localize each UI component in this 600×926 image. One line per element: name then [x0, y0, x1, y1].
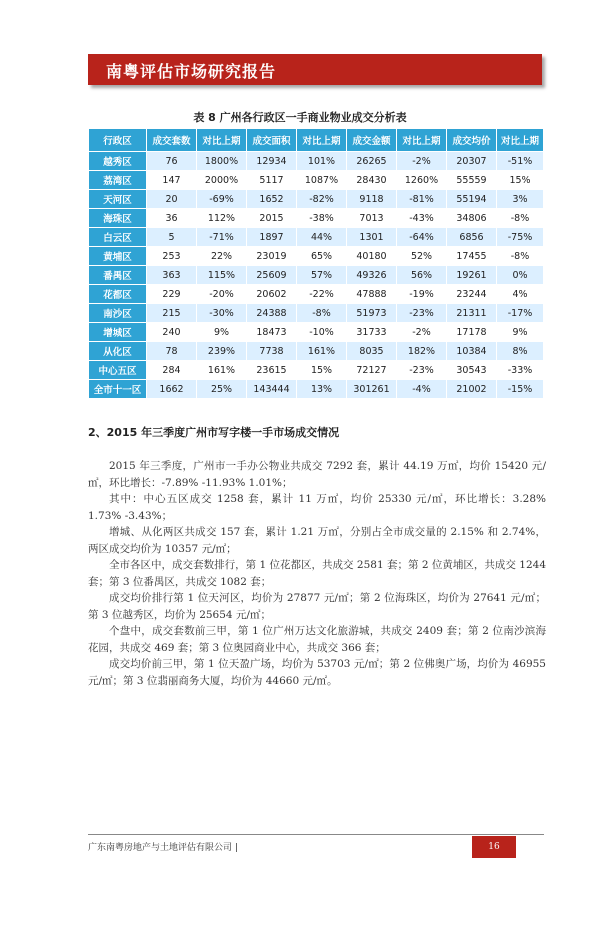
table-cell: -15%	[497, 380, 544, 399]
report-title: 南粤评估市场研究报告	[106, 62, 277, 81]
table-cell: 13%	[297, 380, 347, 399]
table-cell: 1301	[347, 228, 397, 247]
region-cell: 番禺区	[89, 266, 147, 285]
table-cell: 9%	[497, 323, 544, 342]
column-header: 成交面积	[247, 129, 297, 152]
table-cell: 24388	[247, 304, 297, 323]
table-cell: 5117	[247, 171, 297, 190]
table-cell: 215	[147, 304, 197, 323]
table-cell: 36	[147, 209, 197, 228]
table-cell: 18473	[247, 323, 297, 342]
table-cell: 52%	[397, 247, 447, 266]
table-cell: 1662	[147, 380, 197, 399]
table-cell: 1260%	[397, 171, 447, 190]
table-cell: -22%	[297, 285, 347, 304]
table-cell: -51%	[497, 152, 544, 171]
column-header: 对比上期	[397, 129, 447, 152]
table-cell: 20602	[247, 285, 297, 304]
column-header: 行政区	[89, 129, 147, 152]
table-cell: 23019	[247, 247, 297, 266]
table-cell: 17455	[447, 247, 497, 266]
table-cell: 40180	[347, 247, 397, 266]
table-cell: 15%	[497, 171, 544, 190]
table-cell: -30%	[197, 304, 247, 323]
table-cell: 76	[147, 152, 197, 171]
column-header: 成交套数	[147, 129, 197, 152]
region-cell: 天河区	[89, 190, 147, 209]
table-cell: 55559	[447, 171, 497, 190]
table-cell: 161%	[197, 361, 247, 380]
table-cell: 115%	[197, 266, 247, 285]
table-cell: 23244	[447, 285, 497, 304]
table-cell: 25%	[197, 380, 247, 399]
table-cell: 2015	[247, 209, 297, 228]
paragraph: 其中：中心五区成交 1258 套，累计 11 万㎡，均价 25330 元/㎡，环比增长：3.28% 1.73% -3.43%；	[88, 493, 546, 522]
table-cell: 30543	[447, 361, 497, 380]
table-cell: 7738	[247, 342, 297, 361]
region-cell: 黄埔区	[89, 247, 147, 266]
paragraph: 成交均价排行第 1 位天河区，均价为 27877 元/㎡；第 2 位海珠区，均价为 27641 元/㎡；第 3 位越秀区，均价为 25654 元/㎡；	[88, 592, 546, 621]
region-cell: 花都区	[89, 285, 147, 304]
table-cell: 55194	[447, 190, 497, 209]
region-cell: 海珠区	[89, 209, 147, 228]
table-cell: 78	[147, 342, 197, 361]
table-cell: 240	[147, 323, 197, 342]
table-cell: 51973	[347, 304, 397, 323]
table-row	[89, 247, 544, 266]
paragraph: 个盘中，成交套数前三甲，第 1 位广州万达文化旅游城，共成交 2409 套；第 2 位南沙滨海花园，共成交 469 套；第 3 位奥园商业中心，共成交 366 套；	[88, 625, 546, 654]
table-cell: -33%	[497, 361, 544, 380]
table-row	[89, 361, 544, 380]
table-cell: 7013	[347, 209, 397, 228]
table-cell: 26265	[347, 152, 397, 171]
region-cell: 白云区	[89, 228, 147, 247]
table-cell: 20	[147, 190, 197, 209]
table-cell: 1087%	[297, 171, 347, 190]
table-cell: -82%	[297, 190, 347, 209]
table-cell: 0%	[497, 266, 544, 285]
table-cell: 1897	[247, 228, 297, 247]
table-cell: 8035	[347, 342, 397, 361]
region-cell: 从化区	[89, 342, 147, 361]
column-header: 成交均价	[447, 129, 497, 152]
table-cell: 47888	[347, 285, 397, 304]
table-cell: 239%	[197, 342, 247, 361]
header-banner	[88, 54, 542, 85]
column-header: 对比上期	[497, 129, 544, 152]
table-cell: 112%	[197, 209, 247, 228]
table-row	[89, 304, 544, 323]
table-cell: -71%	[197, 228, 247, 247]
table-cell: 1652	[247, 190, 297, 209]
table-body	[89, 152, 544, 399]
page-number: 16	[472, 836, 516, 858]
table-cell: 6856	[447, 228, 497, 247]
region-cell: 越秀区	[89, 152, 147, 171]
table-header-row	[89, 129, 544, 152]
table-cell: -81%	[397, 190, 447, 209]
table-cell: 28430	[347, 171, 397, 190]
table-cell: 101%	[297, 152, 347, 171]
table-row	[89, 228, 544, 247]
table-cell: 301261	[347, 380, 397, 399]
table-cell: 17178	[447, 323, 497, 342]
region-cell: 荔湾区	[89, 171, 147, 190]
table-cell: 3%	[497, 190, 544, 209]
table-cell: 253	[147, 247, 197, 266]
table-cell: 9%	[197, 323, 247, 342]
table-caption: 表 8 广州各行政区一手商业物业成交分析表	[193, 111, 407, 124]
paragraph: 2015 年三季度，广州市一手办公物业共成交 7292 套，累计 44.19 万㎡，均价 15420 元/㎡，环比增长：-7.89% -11.93% 1.01%；	[88, 460, 546, 489]
column-header: 成交金额	[347, 129, 397, 152]
table-cell: 34806	[447, 209, 497, 228]
region-cell: 南沙区	[89, 304, 147, 323]
table-cell: 23615	[247, 361, 297, 380]
table-cell: -19%	[397, 285, 447, 304]
table-cell: -23%	[397, 304, 447, 323]
table-cell: -8%	[497, 209, 544, 228]
table-cell: 22%	[197, 247, 247, 266]
column-header: 对比上期	[297, 129, 347, 152]
table-cell: -2%	[397, 152, 447, 171]
table-cell: 72127	[347, 361, 397, 380]
table-cell: -75%	[497, 228, 544, 247]
region-cell: 中心五区	[89, 361, 147, 380]
table-cell: 4%	[497, 285, 544, 304]
table-cell: -69%	[197, 190, 247, 209]
table-cell: -38%	[297, 209, 347, 228]
table-cell: 8%	[497, 342, 544, 361]
table-cell: -64%	[397, 228, 447, 247]
table-cell: 182%	[397, 342, 447, 361]
table-row	[89, 323, 544, 342]
table-cell: 143444	[247, 380, 297, 399]
table-cell: 161%	[297, 342, 347, 361]
table-row	[89, 152, 544, 171]
table-cell: 19261	[447, 266, 497, 285]
table-row	[89, 285, 544, 304]
table-cell: -10%	[297, 323, 347, 342]
table-row	[89, 171, 544, 190]
table-row	[89, 190, 544, 209]
table-cell: -20%	[197, 285, 247, 304]
table-cell: 12934	[247, 152, 297, 171]
table-cell: 20307	[447, 152, 497, 171]
footer-company: 广东南粤房地产与土地评估有限公司 |	[88, 843, 238, 853]
table-cell: 49326	[347, 266, 397, 285]
body-text	[88, 458, 546, 689]
table-cell: -8%	[297, 304, 347, 323]
table-cell: 1800%	[197, 152, 247, 171]
table-cell: 15%	[297, 361, 347, 380]
table-cell: 21002	[447, 380, 497, 399]
paragraph: 增城、从化两区共成交 157 套，累计 1.21 万㎡，分别占全市成交量的 2.15% 和 2.74%，两区成交均价为 10357 元/㎡；	[88, 526, 546, 555]
table-cell: 21311	[447, 304, 497, 323]
table-cell: 5	[147, 228, 197, 247]
table-cell: 363	[147, 266, 197, 285]
table-cell: -23%	[397, 361, 447, 380]
table-cell: 56%	[397, 266, 447, 285]
table-row	[89, 209, 544, 228]
table-cell: 44%	[297, 228, 347, 247]
paragraph: 全市各区中，成交套数排行，第 1 位花都区，共成交 2581 套；第 2 位黄埔区，共成交 1244 套；第 3 位番禺区，共成交 1082 套；	[88, 559, 546, 588]
table-cell: -8%	[497, 247, 544, 266]
region-cell: 增城区	[89, 323, 147, 342]
table-cell: -2%	[397, 323, 447, 342]
table-cell: -43%	[397, 209, 447, 228]
table-cell: 65%	[297, 247, 347, 266]
footer-divider	[88, 834, 544, 835]
table-cell: 25609	[247, 266, 297, 285]
table-cell: 57%	[297, 266, 347, 285]
paragraph: 成交均价前三甲，第 1 位天盈广场，均价为 53703 元/㎡；第 2 位佛奥广场，均价为 46955 元/㎡；第 3 位翡丽商务大厦，均价为 44660 元/㎡。	[88, 658, 546, 687]
table-row	[89, 380, 544, 399]
section-heading: 2、2015 年三季度广州市写字楼一手市场成交情况	[88, 426, 340, 439]
region-cell: 全市十一区	[89, 380, 147, 399]
table-row	[89, 342, 544, 361]
table-cell: 9118	[347, 190, 397, 209]
table-cell: -17%	[497, 304, 544, 323]
table-cell: -4%	[397, 380, 447, 399]
table-cell: 10384	[447, 342, 497, 361]
table-cell: 284	[147, 361, 197, 380]
table-cell: 2000%	[197, 171, 247, 190]
transaction-table	[88, 128, 544, 399]
column-header: 对比上期	[197, 129, 247, 152]
table-cell: 31733	[347, 323, 397, 342]
table-row	[89, 266, 544, 285]
table-cell: 229	[147, 285, 197, 304]
table-cell: 147	[147, 171, 197, 190]
